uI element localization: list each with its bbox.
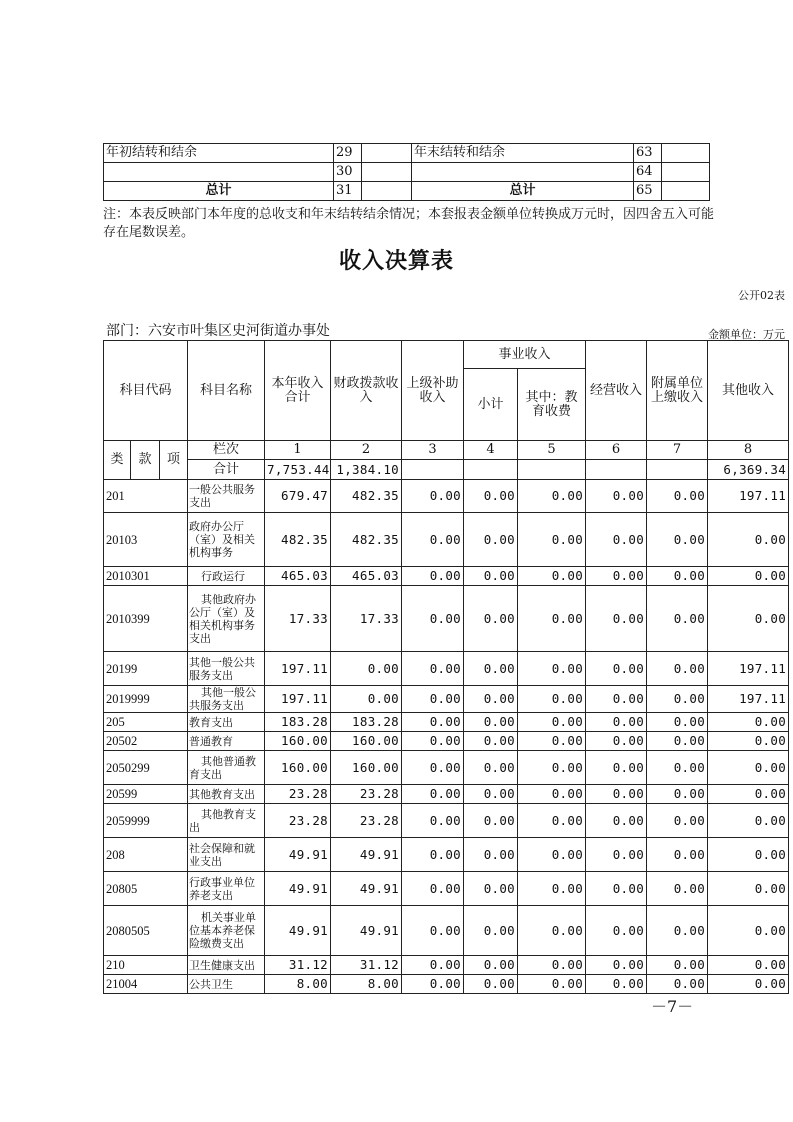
row-value: 0.00	[586, 567, 647, 586]
row-code: 2010399	[104, 586, 188, 652]
table-row	[104, 785, 789, 804]
row-value: 17.33	[265, 586, 331, 652]
row-value: 0.00	[708, 975, 789, 994]
row-value: 679.47	[265, 480, 331, 513]
row-value: 0.00	[518, 785, 586, 804]
row-value: 0.00	[518, 652, 586, 686]
summary-cell-left-val	[362, 182, 412, 201]
row-name: 普通教育	[188, 732, 265, 751]
header-lei: 类	[104, 441, 131, 480]
row-value: 0.00	[708, 804, 789, 838]
row-name: 机关事业单位基本养老保险缴费支出	[188, 906, 265, 956]
row-name: 其他政府办公厅（室）及相关机构事务支出	[188, 586, 265, 652]
summary-cell-right-label: 年末结转和结余	[412, 144, 634, 163]
row-name: 行政运行	[188, 567, 265, 586]
row-value: 0.00	[586, 732, 647, 751]
table-row	[104, 686, 789, 713]
summary-cell-right-no: 63	[634, 144, 662, 163]
row-value: 0.00	[402, 567, 464, 586]
row-name: 公共卫生	[188, 975, 265, 994]
header-total-income: 本年收入合计	[265, 341, 331, 441]
row-value: 183.28	[265, 713, 331, 732]
row-value: 0.00	[464, 751, 518, 785]
row-value: 0.00	[586, 652, 647, 686]
row-value: 0.00	[464, 975, 518, 994]
row-value: 0.00	[331, 652, 402, 686]
row-value: 0.00	[708, 838, 789, 872]
table-row	[104, 652, 789, 686]
row-code: 205	[104, 713, 188, 732]
header-operating-income: 经营收入	[586, 341, 647, 441]
row-value: 0.00	[402, 785, 464, 804]
row-code: 210	[104, 956, 188, 975]
header-lanci: 栏次	[188, 441, 265, 460]
col-no-4: 4	[464, 441, 518, 460]
row-value: 0.00	[586, 785, 647, 804]
header-kuan: 款	[131, 441, 160, 480]
row-name: 其他一般公共服务支出	[188, 652, 265, 686]
row-value: 0.00	[402, 804, 464, 838]
row-code: 20103	[104, 513, 188, 567]
row-code: 20502	[104, 732, 188, 751]
row-value: 0.00	[586, 751, 647, 785]
row-value: 0.00	[708, 906, 789, 956]
row-value: 0.00	[708, 713, 789, 732]
row-value: 0.00	[518, 975, 586, 994]
row-value: 0.00	[518, 480, 586, 513]
table-row	[104, 906, 789, 956]
row-value: 49.91	[331, 872, 402, 906]
row-value: 197.11	[265, 686, 331, 713]
row-value: 160.00	[331, 732, 402, 751]
header-fiscal-appropriation: 财政拨款收入	[331, 341, 402, 441]
row-value: 0.00	[518, 804, 586, 838]
table-row	[104, 956, 789, 975]
col-no-8: 8	[708, 441, 789, 460]
table-row	[104, 751, 789, 785]
summary-table	[103, 143, 710, 201]
row-value: 0.00	[464, 872, 518, 906]
header-xiang: 项	[160, 441, 188, 480]
table-row	[104, 586, 789, 652]
row-value: 197.11	[708, 686, 789, 713]
header-other-income: 其他收入	[708, 341, 789, 441]
row-value: 23.28	[331, 785, 402, 804]
row-value: 0.00	[402, 480, 464, 513]
row-value: 0.00	[464, 906, 518, 956]
row-value: 197.11	[708, 480, 789, 513]
row-value: 0.00	[708, 785, 789, 804]
row-value: 0.00	[647, 906, 708, 956]
row-code: 201	[104, 480, 188, 513]
total-label: 合计	[188, 460, 265, 480]
col-no-5: 5	[518, 441, 586, 460]
row-value: 0.00	[518, 872, 586, 906]
row-name: 其他教育支出	[188, 785, 265, 804]
row-value: 0.00	[518, 686, 586, 713]
row-value: 0.00	[518, 838, 586, 872]
row-value: 0.00	[464, 956, 518, 975]
table-row	[104, 975, 789, 994]
table-row	[104, 872, 789, 906]
table-row	[104, 713, 789, 732]
total-cell	[647, 460, 708, 480]
row-value: 0.00	[647, 567, 708, 586]
form-number: 公开02表	[738, 289, 785, 302]
income-table	[103, 340, 789, 994]
row-value: 49.91	[265, 906, 331, 956]
row-value: 0.00	[647, 956, 708, 975]
row-value: 0.00	[708, 567, 789, 586]
row-value: 0.00	[464, 686, 518, 713]
header-superior-subsidy: 上级补助收入	[402, 341, 464, 441]
row-name: 社会保障和就业支出	[188, 838, 265, 872]
header-affiliated-income: 附属单位上缴收入	[647, 341, 708, 441]
row-value: 0.00	[464, 480, 518, 513]
row-value: 0.00	[586, 586, 647, 652]
row-code: 208	[104, 838, 188, 872]
row-value: 0.00	[708, 956, 789, 975]
page-number: －7－	[651, 997, 694, 1016]
row-value: 482.35	[331, 513, 402, 567]
row-value: 0.00	[464, 713, 518, 732]
department-label: 部门：六安市叶集区史河街道办事处	[106, 323, 330, 339]
table-row	[104, 567, 789, 586]
row-value: 49.91	[331, 838, 402, 872]
header-business-income: 事业收入	[464, 341, 586, 369]
row-value: 0.00	[586, 480, 647, 513]
row-name: 一般公共服务支出	[188, 480, 265, 513]
row-value: 0.00	[518, 586, 586, 652]
table-row	[104, 480, 789, 513]
row-value: 0.00	[464, 586, 518, 652]
row-value: 0.00	[402, 975, 464, 994]
row-value: 0.00	[647, 732, 708, 751]
row-value: 0.00	[402, 872, 464, 906]
row-value: 0.00	[647, 785, 708, 804]
row-value: 0.00	[402, 713, 464, 732]
row-value: 0.00	[647, 686, 708, 713]
row-value: 465.03	[265, 567, 331, 586]
row-value: 482.35	[265, 513, 331, 567]
total-cell	[402, 460, 464, 480]
row-value: 0.00	[647, 838, 708, 872]
total-cell	[586, 460, 647, 480]
row-value: 0.00	[402, 906, 464, 956]
row-value: 0.00	[647, 586, 708, 652]
summary-cell-right-no: 65	[634, 182, 662, 201]
row-value: 0.00	[586, 975, 647, 994]
summary-cell-left-no: 30	[334, 163, 362, 182]
row-value: 0.00	[647, 652, 708, 686]
row-value: 31.12	[331, 956, 402, 975]
row-value: 0.00	[647, 872, 708, 906]
row-value: 0.00	[464, 652, 518, 686]
row-value: 0.00	[586, 713, 647, 732]
row-code: 2080505	[104, 906, 188, 956]
row-value: 0.00	[708, 586, 789, 652]
row-code: 20199	[104, 652, 188, 686]
row-value: 0.00	[402, 652, 464, 686]
row-value: 23.28	[265, 804, 331, 838]
row-value: 17.33	[331, 586, 402, 652]
col-no-1: 1	[265, 441, 331, 460]
row-value: 160.00	[265, 732, 331, 751]
row-value: 197.11	[708, 652, 789, 686]
row-value: 0.00	[647, 513, 708, 567]
row-value: 0.00	[402, 686, 464, 713]
row-value: 49.91	[331, 906, 402, 956]
summary-cell-left-no: 31	[334, 182, 362, 201]
table-row	[104, 732, 789, 751]
row-value: 0.00	[586, 906, 647, 956]
row-value: 160.00	[265, 751, 331, 785]
row-name: 教育支出	[188, 713, 265, 732]
row-name: 其他教育支出	[188, 804, 265, 838]
row-value: 0.00	[708, 751, 789, 785]
row-value: 0.00	[518, 513, 586, 567]
row-value: 465.03	[331, 567, 402, 586]
summary-cell-right-val	[662, 182, 710, 201]
row-value: 160.00	[331, 751, 402, 785]
row-value: 0.00	[402, 751, 464, 785]
total-cell: 6,369.34	[708, 460, 789, 480]
row-name: 其他一般公共服务支出	[188, 686, 265, 713]
row-name: 行政事业单位养老支出	[188, 872, 265, 906]
row-value: 0.00	[586, 686, 647, 713]
row-value: 0.00	[518, 751, 586, 785]
table-row	[104, 804, 789, 838]
row-value: 0.00	[518, 732, 586, 751]
row-value: 23.28	[265, 785, 331, 804]
row-value: 8.00	[331, 975, 402, 994]
row-name: 其他普通教育支出	[188, 751, 265, 785]
row-value: 0.00	[708, 872, 789, 906]
table-row	[104, 513, 789, 567]
summary-row	[104, 144, 710, 163]
row-value: 31.12	[265, 956, 331, 975]
summary-cell-left-val	[362, 144, 412, 163]
row-value: 0.00	[464, 732, 518, 751]
header-subtotal: 小计	[464, 369, 518, 441]
row-value: 49.91	[265, 838, 331, 872]
header-name: 科目名称	[188, 341, 265, 441]
row-value: 0.00	[402, 956, 464, 975]
row-value: 0.00	[708, 513, 789, 567]
row-value: 0.00	[402, 513, 464, 567]
row-value: 0.00	[464, 513, 518, 567]
row-value: 8.00	[265, 975, 331, 994]
summary-cell-right-val	[662, 163, 710, 182]
table-note: 注：本表反映部门本年度的总收支和年末结转结余情况；本套报表金额单位转换成万元时，因四舍五入可能存在尾数误差。	[103, 207, 715, 240]
row-value: 0.00	[647, 480, 708, 513]
row-value: 197.11	[265, 652, 331, 686]
summary-cell-left-label: 总计	[104, 182, 334, 201]
col-no-3: 3	[402, 441, 464, 460]
summary-cell-right-val	[662, 144, 710, 163]
header-code: 科目代码	[104, 341, 188, 441]
total-cell	[518, 460, 586, 480]
row-value: 0.00	[518, 713, 586, 732]
row-name: 政府办公厅（室）及相关机构事务	[188, 513, 265, 567]
summary-cell-right-label	[412, 163, 634, 182]
summary-cell-right-label: 总计	[412, 182, 634, 201]
row-value: 0.00	[331, 686, 402, 713]
row-value: 0.00	[586, 872, 647, 906]
row-value: 0.00	[647, 713, 708, 732]
row-code: 21004	[104, 975, 188, 994]
row-code: 2019999	[104, 686, 188, 713]
row-code: 20805	[104, 872, 188, 906]
summary-cell-left-val	[362, 163, 412, 182]
table-row	[104, 838, 789, 872]
summary-row	[104, 163, 710, 182]
col-no-2: 2	[331, 441, 402, 460]
total-cell: 1,384.10	[331, 460, 402, 480]
page-title: 收入决算表	[338, 249, 454, 274]
row-value: 23.28	[331, 804, 402, 838]
row-value: 49.91	[265, 872, 331, 906]
row-value: 0.00	[402, 838, 464, 872]
row-value: 0.00	[464, 804, 518, 838]
row-code: 2010301	[104, 567, 188, 586]
row-value: 183.28	[331, 713, 402, 732]
row-value: 0.00	[464, 785, 518, 804]
row-name: 卫生健康支出	[188, 956, 265, 975]
col-no-7: 7	[647, 441, 708, 460]
row-value: 0.00	[586, 513, 647, 567]
summary-cell-left-label	[104, 163, 334, 182]
row-code: 2059999	[104, 804, 188, 838]
row-code: 20599	[104, 785, 188, 804]
total-cell: 7,753.44	[265, 460, 331, 480]
row-value: 0.00	[647, 804, 708, 838]
summary-cell-left-label: 年初结转和结余	[104, 144, 334, 163]
row-value: 0.00	[402, 732, 464, 751]
summary-cell-right-no: 64	[634, 163, 662, 182]
row-value: 0.00	[586, 804, 647, 838]
row-code: 2050299	[104, 751, 188, 785]
row-value: 0.00	[464, 838, 518, 872]
row-value: 0.00	[518, 567, 586, 586]
row-value: 0.00	[708, 732, 789, 751]
row-value: 0.00	[647, 751, 708, 785]
row-value: 0.00	[586, 956, 647, 975]
row-value: 0.00	[647, 975, 708, 994]
summary-row	[104, 182, 710, 201]
col-no-6: 6	[586, 441, 647, 460]
row-value: 482.35	[331, 480, 402, 513]
total-cell	[464, 460, 518, 480]
row-value: 0.00	[586, 838, 647, 872]
row-value: 0.00	[518, 906, 586, 956]
row-value: 0.00	[518, 956, 586, 975]
summary-cell-left-no: 29	[334, 144, 362, 163]
header-education-fee: 其中：教育收费	[518, 369, 586, 441]
amount-unit-label: 金额单位：万元	[708, 328, 785, 341]
row-value: 0.00	[402, 586, 464, 652]
row-value: 0.00	[464, 567, 518, 586]
